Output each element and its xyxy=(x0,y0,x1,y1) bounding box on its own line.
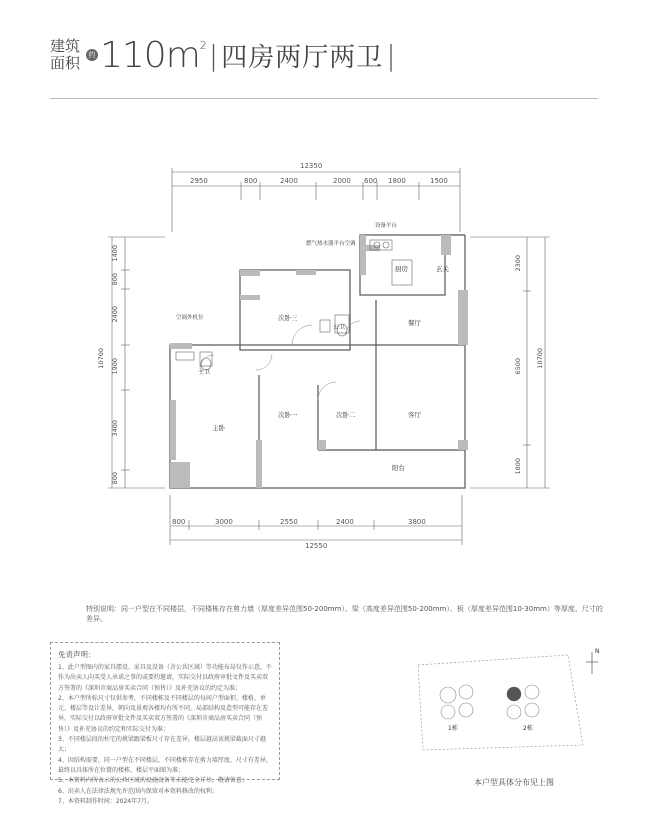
building-a-label: 1栋 xyxy=(448,725,458,732)
dim-bottom-total: 12550 xyxy=(305,542,328,550)
disclaimer-heading: 免责声明： xyxy=(58,650,96,659)
dim-top-3: 2400 xyxy=(280,177,298,185)
dim-bottom-5: 3800 xyxy=(408,518,426,526)
floor-plan xyxy=(0,150,650,600)
room-bedroom3: 次卧三 xyxy=(278,314,298,322)
north-arrow-label: N xyxy=(595,648,600,655)
room-dining: 餐厅 xyxy=(408,319,421,327)
room-master-bath: 主卫 xyxy=(198,369,211,376)
dim-left-6: 800 xyxy=(111,472,119,485)
unit-type: 四房两厅两卫 xyxy=(221,42,384,73)
dim-top-total: 12350 xyxy=(300,162,323,170)
title-separator: | xyxy=(208,38,219,72)
room-bedroom2: 次卧二 xyxy=(336,411,356,419)
dim-top-5: 600 xyxy=(364,177,378,185)
dim-right-2: 6500 xyxy=(514,358,522,375)
disclaimer-item: 6、出卖人在法律法规允许范围内保留对本资料修改的权利； xyxy=(58,787,218,795)
building-b-label: 2栋 xyxy=(523,725,533,732)
label-ac-left: 空调外机位 xyxy=(176,315,204,321)
disclaimer-item: 3、不同楼层段的柱宅的挑梁跟梁板尺寸存在差异，楼层越高该挑梁截面尺寸越大； xyxy=(58,736,266,754)
title-rule xyxy=(50,98,598,99)
site-caption: 本户型具体分布见上图 xyxy=(474,778,554,787)
title-separator-end: | xyxy=(386,38,396,72)
dim-right-1: 2300 xyxy=(514,255,522,272)
room-living: 客厅 xyxy=(408,411,421,419)
approx-badge: 约 xyxy=(86,49,98,61)
room-bedroom1: 次卧一 xyxy=(278,411,298,419)
disclaimer-item: 4、因结构需要，同一户型在不同楼层，不同楼栋存在剪力墙厚度、尺寸有差异，最终以具体所在位置的楼栋、楼层平面图为准； xyxy=(58,756,272,774)
dim-right-3: 1800 xyxy=(514,458,522,475)
dim-left-2: 800 xyxy=(111,273,119,286)
room-entrance: 玄关 xyxy=(436,265,449,273)
room-balcony: 阳台 xyxy=(392,464,405,472)
dim-top-4: 2000 xyxy=(333,177,351,185)
disclaimer-item: 2、本户型所标尺寸仅供参考，不同楼栋及不同楼层的每间户型面积、楼格、单元、楼层等设计差异，朝向及景观各楼均有所不同，局部结构及造型可能存在差异，实际交付以政府审批文件及买卖双方签署的《深圳市商品房买卖合同（预售）》及补充协议的约定和实际交付为准； xyxy=(58,694,269,733)
disclaimer-box xyxy=(50,642,280,805)
room-kitchen: 厨房 xyxy=(395,265,408,273)
dim-left-1: 1400 xyxy=(111,245,119,262)
label-ac-top: 设备平台 xyxy=(375,223,398,229)
disclaimer-item: 5、本资料内所表示的公共区域的设施设备等未能完全详尽，敬请留意； xyxy=(58,777,248,785)
room-public-bath: 公卫 xyxy=(333,324,346,331)
disclaimer-item: 7、本资料制作时间：2024年7月。 xyxy=(58,797,153,805)
disclaimer-item: 1、此户型图内的家具摆设、家具及设备（含公共区域）等功能布局仅作示意，不作为出卖人向买受人承诺之事的或要约邀请，实际交付以政府审批文件及买卖双方签署的《深圳市商品房买卖合同（预售）》及补充协议的约定为准； xyxy=(58,664,272,692)
area-value: $110m^2$ xyxy=(100,34,206,76)
header-title xyxy=(50,32,399,78)
dim-left-4: 1900 xyxy=(111,358,119,375)
room-master: 主卧 xyxy=(212,424,225,432)
dim-top-2: 800 xyxy=(244,177,258,185)
dim-top-1: 2950 xyxy=(190,177,208,185)
special-note: 特别说明：同一户型在不同楼层，不同楼栋存在剪力墙（厚度差异范围50-200mm）、梁（高度差异范围50-200mm）、板（厚度差异范围10-30mm）等厚度、尺寸的差异。 xyxy=(86,605,603,623)
dim-left-3: 2400 xyxy=(111,306,119,323)
dim-bottom-1: 800 xyxy=(172,518,186,526)
dim-top-7: 1500 xyxy=(430,177,448,185)
dim-right-total: 10700 xyxy=(536,348,544,369)
dim-bottom-4: 2400 xyxy=(336,518,354,526)
dim-top-6: 1800 xyxy=(388,177,406,185)
dim-left-total: 10700 xyxy=(97,348,105,369)
label-gas-pipe: 燃气热水器平台空调 xyxy=(306,241,356,247)
site-plan xyxy=(418,650,608,770)
dim-bottom-3: 2550 xyxy=(280,518,298,526)
area-label: 建筑面积 xyxy=(50,37,81,72)
dim-bottom-2: 3000 xyxy=(215,518,233,526)
dim-left-5: 3400 xyxy=(111,420,119,437)
